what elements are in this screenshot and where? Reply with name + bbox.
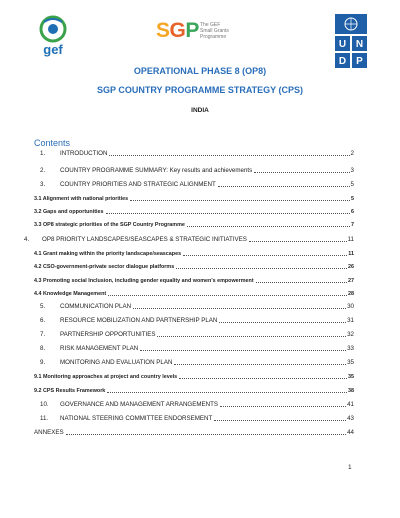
toc-entry[interactable] <box>34 148 354 158</box>
toc-entry-label: 4.4 Knowledge Management <box>34 291 107 297</box>
toc-entry-page: 35 <box>347 359 354 366</box>
toc-entry-label: MONITORING AND EVALUATION PLAN <box>60 359 173 366</box>
toc-entry-page: 26 <box>348 264 354 270</box>
toc-entry-label: 9.2 CPS Results Framework <box>34 388 106 394</box>
toc-entry-label: 4.3 Promoting social Inclusion, including gender equality and women's empowerment <box>34 278 254 284</box>
toc-entry-page: 44 <box>347 429 354 436</box>
toc-entry[interactable] <box>34 206 354 216</box>
toc-entry-label: INTRODUCTION <box>60 150 108 157</box>
toc-entry-label: 3.2 Gaps and opportunities <box>34 209 104 215</box>
toc-entry-page: 35 <box>348 374 354 380</box>
document-title-strategy: SGP COUNTRY PROGRAMME STRATEGY (CPS) <box>96 85 304 95</box>
toc-entry[interactable] <box>34 357 354 367</box>
toc-entry[interactable] <box>34 179 354 189</box>
toc-leader-dots <box>256 281 347 283</box>
toc-entry[interactable] <box>34 315 354 325</box>
toc-leader-dots <box>179 377 347 379</box>
toc-entry-label: RESOURCE MOBILIZATION AND PARTNERSHIP PLAN <box>60 317 218 324</box>
toc-entry-label: NATIONAL STEERING COMMITTEE ENDORSEMENT <box>60 415 213 422</box>
toc-leader-dots <box>174 363 346 365</box>
toc-entry-label: 9.1 Monitoring approaches at project and country levels <box>34 374 178 380</box>
sgp-logo-mark: SGP <box>156 19 199 42</box>
sgp-tagline: The GEF Small Grants Programme <box>200 22 229 40</box>
toc-entry[interactable] <box>34 193 354 203</box>
toc-leader-dots <box>108 294 347 296</box>
toc-entry-page: 31 <box>347 317 354 324</box>
toc-entry-number: 5. <box>40 303 46 310</box>
toc-entry-page: 30 <box>347 303 354 310</box>
toc-leader-dots <box>176 267 347 269</box>
toc-entry-page: 2 <box>350 150 354 157</box>
toc-entry-number: 4. <box>24 236 30 243</box>
undp-logo <box>335 14 367 68</box>
toc-entry[interactable] <box>34 301 354 311</box>
toc-entry-page: 28 <box>348 291 354 297</box>
svg-text:N: N <box>355 39 364 50</box>
toc-entry-label: 3.1 Alignment with national priorities <box>34 196 129 202</box>
contents-heading: Contents <box>34 138 71 148</box>
toc-entry-number: 2. <box>40 167 46 174</box>
toc-leader-dots <box>219 321 346 323</box>
toc-leader-dots <box>220 405 346 407</box>
toc-entry[interactable] <box>34 385 354 395</box>
document-title-phase: OPERATIONAL PHASE 8 (OP8) <box>133 66 267 76</box>
toc-entry-number: 1. <box>40 150 46 157</box>
toc-entry[interactable] <box>34 399 354 409</box>
toc-entry-page: 6 <box>351 209 354 215</box>
toc-leader-dots <box>157 335 346 337</box>
toc-leader-dots <box>109 154 349 156</box>
toc-entry-label: ANNEXES <box>34 429 64 436</box>
toc-entry-page: 43 <box>347 415 354 422</box>
toc-entry[interactable] <box>34 343 354 353</box>
toc-entry-label: COMMUNICATION PLAN <box>60 303 132 310</box>
toc-entry[interactable] <box>34 248 354 258</box>
toc-entry-page: 33 <box>347 345 354 352</box>
svg-text:P: P <box>356 56 363 67</box>
country-name: INDIA <box>191 107 209 114</box>
toc-entry-page: 11 <box>347 236 354 243</box>
svg-text:U: U <box>338 39 347 50</box>
toc-entry-number: 7. <box>40 331 46 338</box>
toc-entry[interactable] <box>34 427 354 437</box>
toc-entry-label: 4.1 Grant making within the priority landscape/seascapes <box>34 251 182 257</box>
toc-entry-label: 3.3 OP8 strategic priorities of the SGP Country Programme <box>34 222 185 228</box>
toc-entry-page: 7 <box>351 222 354 228</box>
toc-leader-dots <box>249 240 347 242</box>
page-number: 1 <box>348 464 352 471</box>
toc-entry[interactable] <box>24 234 354 244</box>
toc-leader-dots <box>106 212 351 214</box>
toc-entry-number: 3. <box>40 181 46 188</box>
toc-entry-label: PARTNERSHIP OPPORTUNITIES <box>60 331 156 338</box>
toc-leader-dots <box>130 199 350 201</box>
toc-entry[interactable] <box>34 288 354 298</box>
toc-leader-dots <box>187 225 350 227</box>
toc-leader-dots <box>107 391 347 393</box>
toc-leader-dots <box>133 307 346 309</box>
toc-entry-label: OP8 PRIORITY LANDSCAPES/SEASCAPES & STRATEGIC INITIATIVES <box>42 236 247 243</box>
toc-entry[interactable] <box>34 371 354 381</box>
toc-leader-dots <box>140 349 346 351</box>
gef-logo-text: gef <box>43 42 63 57</box>
toc-entry-page: 5 <box>351 196 354 202</box>
toc-leader-dots <box>254 171 349 173</box>
toc-leader-dots <box>214 419 346 421</box>
toc-entry-label: COUNTRY PROGRAMME SUMMARY: Key results and achievements <box>60 167 253 174</box>
toc-entry[interactable] <box>34 329 354 339</box>
toc-entry-page: 5 <box>350 181 354 188</box>
gef-logo <box>34 14 72 58</box>
toc-entry-page: 27 <box>348 278 354 284</box>
toc-entry-label: RISK MANAGEMENT PLAN <box>60 345 139 352</box>
toc-entry[interactable] <box>34 261 354 271</box>
toc-leader-dots <box>183 254 347 256</box>
toc-entry-label: COUNTRY PRIORITIES AND STRATEGIC ALIGNMENT <box>60 181 216 188</box>
toc-entry-page: 41 <box>347 401 354 408</box>
toc-entry[interactable] <box>34 219 354 229</box>
toc-entry[interactable] <box>34 165 354 175</box>
toc-entry-page: 38 <box>348 388 354 394</box>
toc-entry-number: 8. <box>40 345 46 352</box>
toc-entry-label: GOVERNANCE AND MANAGEMENT ARRANGEMENTS <box>60 401 219 408</box>
toc-entry-number: 11. <box>40 415 49 422</box>
toc-entry-number: 6. <box>40 317 46 324</box>
toc-entry-page: 3 <box>350 167 354 174</box>
sgp-logo <box>156 20 276 42</box>
toc-entry[interactable] <box>34 413 354 423</box>
toc-leader-dots <box>66 433 347 435</box>
toc-entry-page: 32 <box>347 331 354 338</box>
svg-text:D: D <box>338 56 347 67</box>
toc-entry[interactable] <box>34 275 354 285</box>
toc-entry-label: 4.2 CSO-government-private sector dialogue platforms <box>34 264 175 270</box>
toc-entry-page: 11 <box>348 251 354 257</box>
toc-leader-dots <box>218 185 350 187</box>
toc-entry-number: 9. <box>40 359 46 366</box>
toc-entry-number: 10. <box>40 401 49 408</box>
